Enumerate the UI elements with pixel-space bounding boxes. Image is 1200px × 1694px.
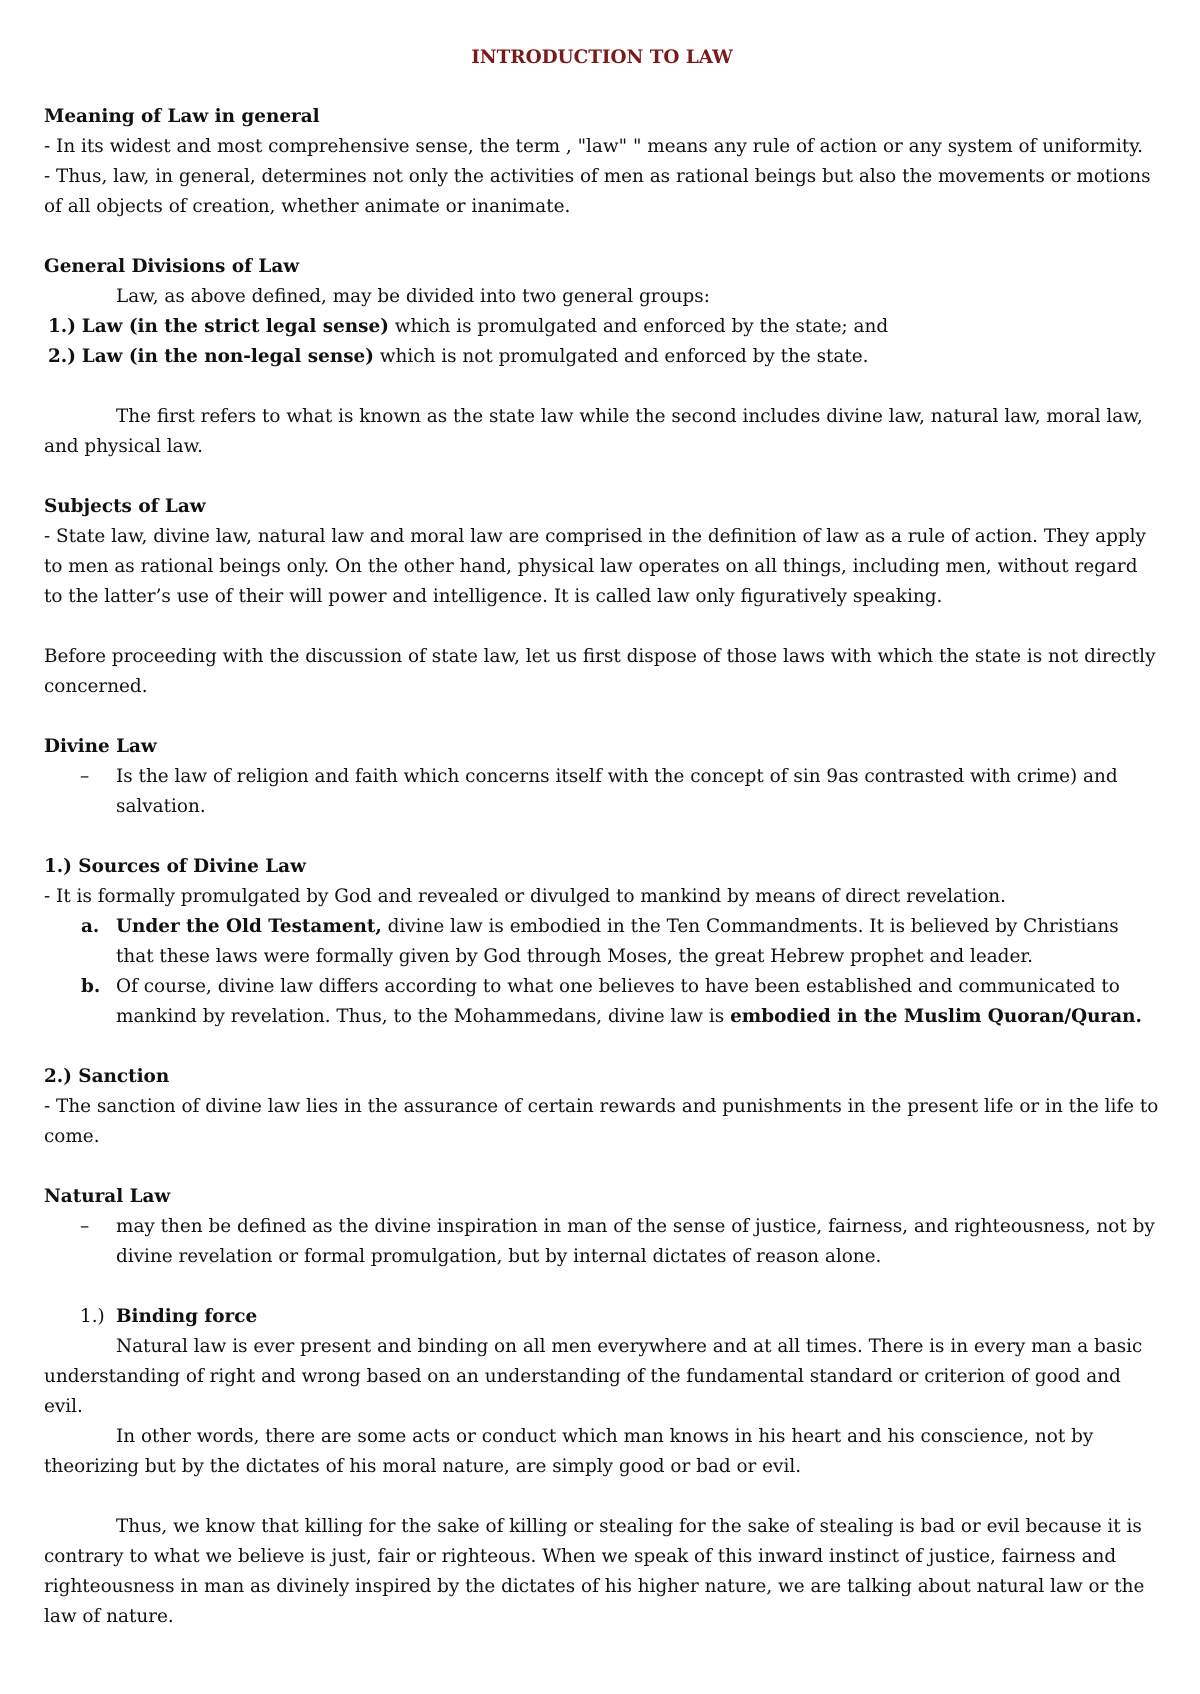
dash-marker: – [80,1216,90,1237]
section-meaning [44,102,1160,222]
dash-marker: – [80,766,90,787]
subjects-paragraph-2: Before proceeding with the discussion of state law, let us first dispose of those laws with which the state is not directly concerned. [44,646,1156,697]
section-heading-subjects: Subjects of Law [44,496,206,517]
division-item-1-bold: Law (in the strict legal sense) [81,316,389,337]
divine-sources-item-a [44,912,1160,972]
binding-force-heading [44,1302,1160,1332]
binding-force-number: 1.) [80,1306,105,1327]
division-item-2-text: which is not promulgated and enforced by the state. [373,346,869,367]
divine-definition [44,762,1160,822]
natural-paragraph-1: Natural law is ever present and binding on all men everywhere and at all times. There is in every man a basic understanding of right and wrong based on an understanding of the fundamental standard or criterion of good and evil. [44,1336,1143,1417]
item-a-text: divine law is embodied in the Ten Commandments. It is believed by Christians that these laws were formally given by God through Moses, the great Hebrew prophet and leader. [116,916,1119,967]
natural-paragraph-3: Thus, we know that killing for the sake of killing or stealing for the sake of stealing is bad or evil because it is contrary to what we believe is just, fair or righteous. When we speak of this inward instinct of justice, fairness and righteousness in man as divinely inspired by the dictates of his higher nature, we are talking about natural law or the law of nature. [44,1516,1145,1627]
list-marker-a: a. [81,916,100,937]
divine-sources-item-b [44,972,1160,1032]
meaning-line-1: - In its widest and most comprehensive sense, the term , "law" " means any rule of action or any system of uniformity. [44,136,1144,157]
divine-sources-line: - It is formally promulgated by God and revealed or divulged to mankind by means of direct revelation. [44,886,1006,907]
section-subjects [44,492,1160,702]
divisions-paragraph: The first refers to what is known as the state law while the second includes divine law, natural law, moral law, and physical law. [44,406,1143,457]
item-b-text: Of course, divine law differs according to what one believes to have been established and communicated to mankind by revelation. Thus, to the Mohammedans, divine law is [116,976,1120,1027]
divine-sanction-line: - The sanction of divine law lies in the assurance of certain rewards and punishments in the present life or in the life to come. [44,1096,1159,1147]
subjects-paragraph: - State law, divine law, natural law and moral law are comprised in the definition of law as a rule of action. They apply to men as rational beings only. On the other hand, physical law operates on all things, including men, without regard to the latter’s use of their will power and intelligence. It is called law only figuratively speaking. [44,526,1146,607]
division-item-2-number: 2.) [48,346,76,367]
natural-paragraph-2: In other words, there are some acts or conduct which man knows in his heart and his conscience, not by theorizing but by the dictates of his moral nature, are simply good or bad or evil. [44,1426,1094,1477]
section-heading-divisions: General Divisions of Law [44,256,300,277]
division-item-1 [48,312,1160,342]
division-item-2 [48,342,1160,372]
natural-definition-text: may then be defined as the divine inspiration in man of the sense of justice, fairness, and righteousness, not by divine revelation or formal promulgation, but by internal dictates of reason alone. [116,1216,1155,1267]
section-heading-meaning: Meaning of Law in general [44,106,320,127]
divisions-intro: Law, as above defined, may be divided into two general groups: [116,286,710,307]
item-b-bold: embodied in the Muslim Quoran/Quran. [730,1006,1142,1027]
section-heading-divine: Divine Law [44,736,157,757]
section-divine-law [44,732,1160,1152]
divine-sources-heading: 1.) Sources of Divine Law [44,856,306,877]
division-item-1-number: 1.) [48,316,76,337]
divine-definition-text: Is the law of religion and faith which concerns itself with the concept of sin 9as contrasted with crime) and salvation. [116,766,1118,817]
division-item-2-bold: Law (in the non-legal sense) [81,346,374,367]
divine-sanction-heading: 2.) Sanction [44,1066,170,1087]
section-divisions [44,252,1160,462]
section-heading-natural: Natural Law [44,1186,171,1207]
meaning-line-2: - Thus, law, in general, determines not only the activities of men as rational beings but also the movements or motions of all objects of creation, whether animate or inanimate. [44,166,1151,217]
binding-force-title: Binding force [116,1306,258,1327]
item-a-bold: Under the Old Testament, [116,916,382,937]
section-natural-law [44,1182,1160,1632]
division-item-1-text: which is promulgated and enforced by the state; and [388,316,889,337]
list-marker-b: b. [81,976,101,997]
natural-definition [44,1212,1160,1272]
document-title: INTRODUCTION TO LAW [471,47,733,68]
